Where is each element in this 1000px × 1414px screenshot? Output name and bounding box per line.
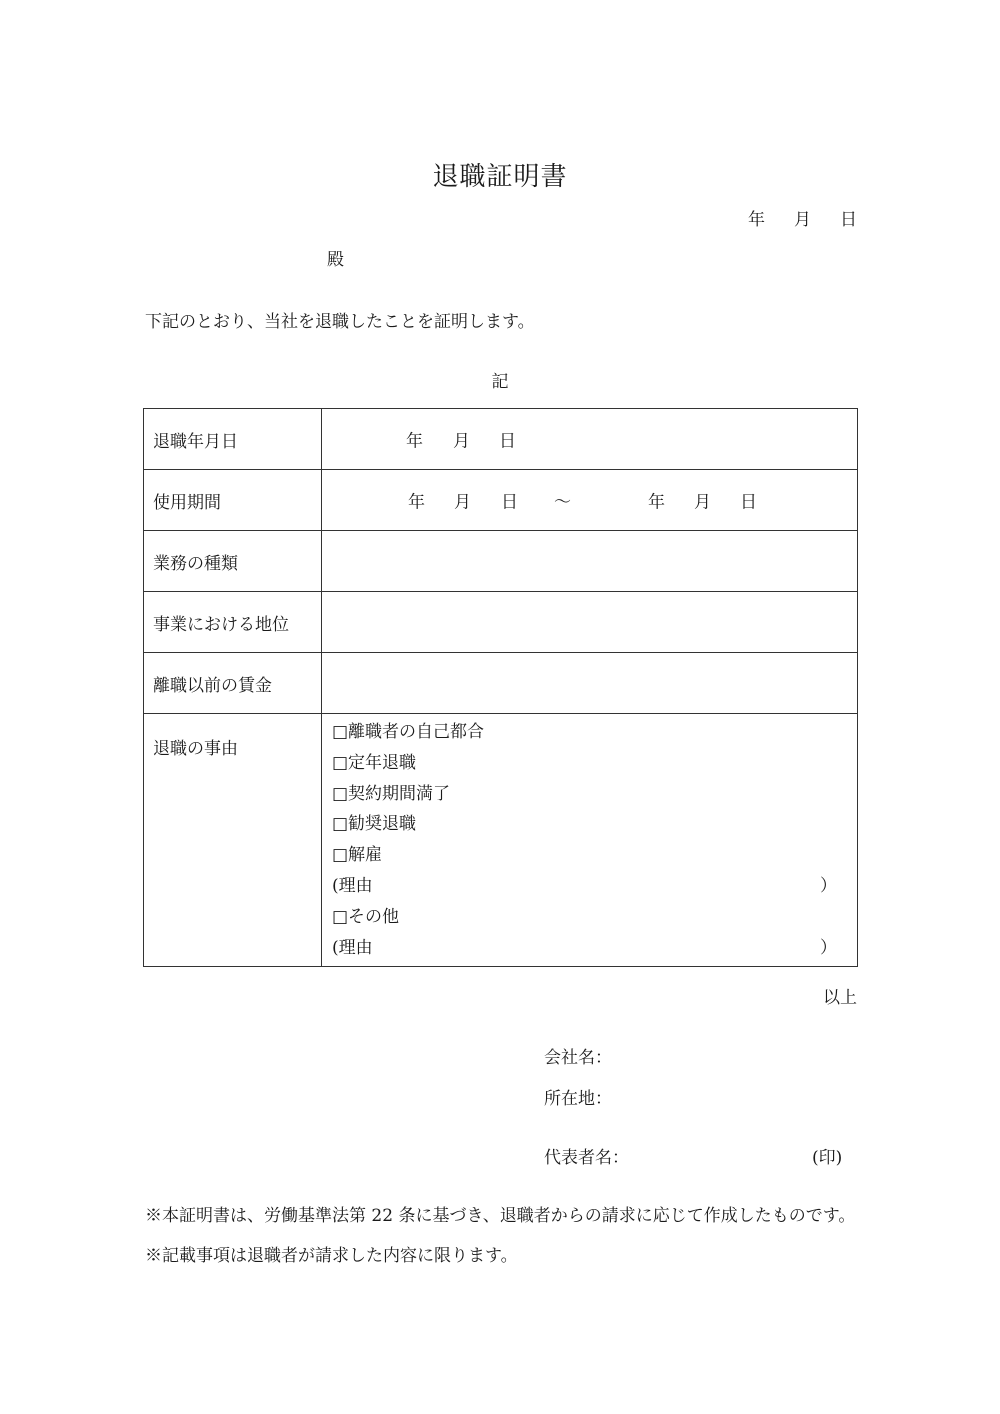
other-reason-line — [332, 933, 837, 964]
issue-date-month: 月 — [794, 210, 811, 230]
wages-value — [322, 653, 858, 714]
table-row-job-type — [144, 531, 858, 592]
job-type-label: 業務の種類 — [144, 531, 322, 592]
issue-date-day: 日 — [840, 210, 857, 230]
reason-option-retirement-age: □定年退職 — [332, 752, 417, 773]
ki-heading: 記 — [491, 372, 509, 392]
issue-date-year: 年 — [748, 210, 765, 230]
intro-text: 下記のとおり、当社を退職したことを証明します。 — [145, 312, 535, 332]
dismissal-reason-close: ） — [820, 875, 837, 896]
table-row-retirement-date — [144, 409, 858, 470]
dismissal-reason-line — [332, 871, 837, 902]
company-name-label: 会社名： — [544, 1048, 612, 1068]
reason-option-other: □その他 — [332, 906, 400, 927]
other-reason-close: ） — [820, 937, 837, 958]
other-reason-open: (理由 — [332, 937, 373, 958]
reason-options — [322, 714, 858, 967]
ijo-closing: 以上 — [823, 988, 857, 1008]
address-label: 所在地： — [544, 1089, 612, 1109]
seal-mark: (印) — [812, 1148, 843, 1168]
period-start-year: 年 — [408, 492, 425, 513]
reason-option-self: □離職者の自己都合 — [332, 722, 485, 742]
employment-period-value — [322, 470, 858, 531]
retirement-date-value — [322, 409, 858, 470]
employment-period-label: 使用期間 — [144, 470, 322, 531]
position-value — [322, 592, 858, 653]
reason-option-dismissal: □解雇 — [332, 845, 383, 866]
reason-option-contract-end: □契約期間満了 — [332, 783, 451, 804]
note-scope: ※記載事項は退職者が請求した内容に限ります。 — [145, 1246, 518, 1266]
retirement-date-label: 退職年月日 — [144, 409, 322, 470]
reason-label: 退職の事由 — [144, 714, 322, 967]
period-start-day: 日 — [501, 492, 518, 513]
period-end-day: 日 — [740, 492, 757, 513]
table-row-position — [144, 592, 858, 653]
retirement-month: 月 — [453, 431, 470, 452]
retirement-year: 年 — [406, 431, 423, 452]
wages-label: 離職以前の賃金 — [144, 653, 322, 714]
period-end-month: 月 — [694, 492, 711, 513]
note-legal-basis: ※本証明書は、労働基準法第 22 条に基づき、退職者からの請求に応じて作成したものです。 — [145, 1206, 856, 1226]
period-start-month: 月 — [454, 492, 471, 513]
representative-label: 代表者名： — [544, 1148, 629, 1168]
period-tilde: ～ — [554, 492, 571, 513]
dismissal-reason-open: (理由 — [332, 875, 373, 896]
recipient-suffix: 殿 — [327, 250, 344, 270]
job-type-value — [322, 531, 858, 592]
position-label: 事業における地位 — [144, 592, 322, 653]
retirement-day: 日 — [499, 431, 516, 452]
table-row-wages — [144, 653, 858, 714]
table-row-employment-period — [144, 470, 858, 531]
reason-option-recommended: □勧奨退職 — [332, 814, 417, 835]
period-end-year: 年 — [648, 492, 665, 513]
table-row-reason — [144, 714, 858, 967]
document-title: 退職証明書 — [432, 162, 568, 192]
certificate-table — [143, 408, 858, 967]
